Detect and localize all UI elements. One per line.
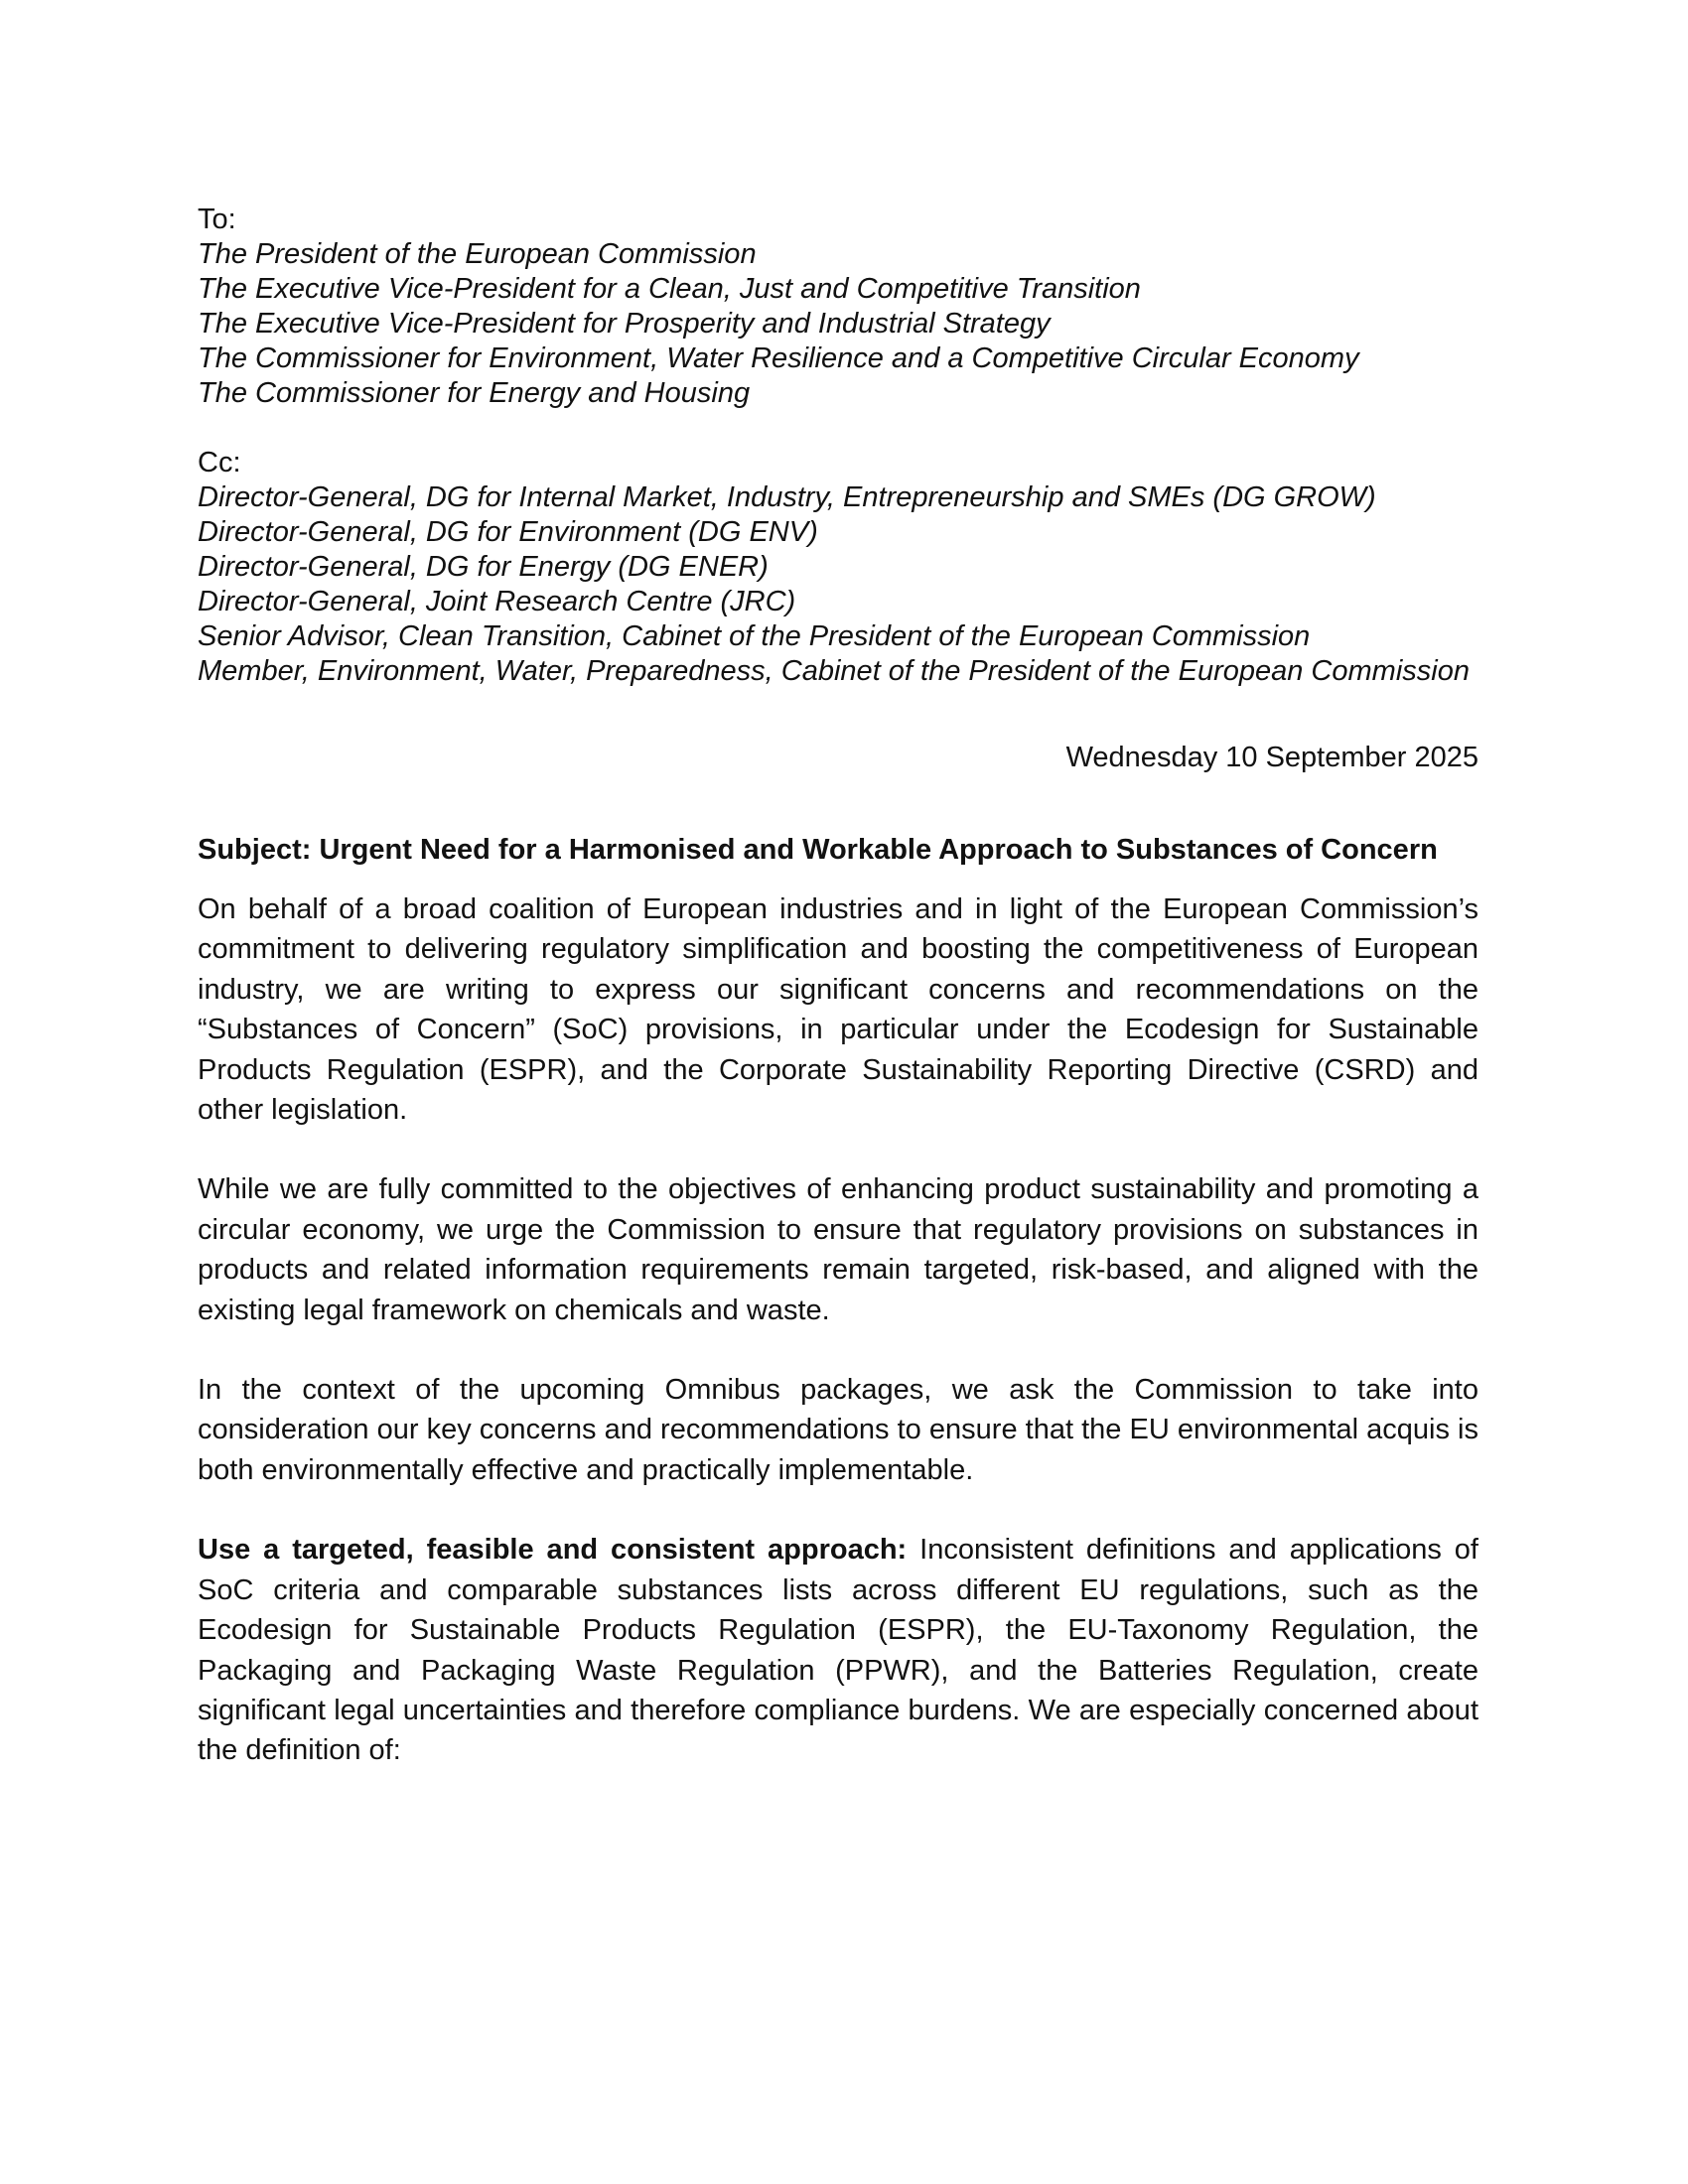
to-recipient: The Executive Vice-President for Prosperity and Industrial Strategy — [198, 308, 1051, 340]
to-recipient: The President of the European Commission — [198, 238, 757, 270]
paragraph-2: While we are fully committed to the objectives of enhancing product sustainability and promoting a circular economy, we urge the Commission to ensure that regulatory provisions on substances in products and related information requirements remain targeted, risk-based, and aligned with the existing legal framework on chemicals and waste. — [198, 1173, 1478, 1326]
paragraph-3: In the context of the upcoming Omnibus packages, we ask the Commission to take into consideration our key concerns and recommendations to ensure that the EU environmental acquis is both environmentally effective and practically implementable. — [198, 1374, 1478, 1486]
letter-date: Wednesday 10 September 2025 — [1065, 742, 1478, 773]
cc-recipient: Director-General, Joint Research Centre (JRC) — [198, 586, 796, 617]
to-recipient: The Executive Vice-President for a Clean, Just and Competitive Transition — [198, 273, 1141, 305]
paragraph-4-body: Inconsistent definitions and applications of SoC criteria and comparable substances lists across different EU regulations, such as the Ecodesign for Sustainable Products Regulation (ESPR), the EU-Taxonomy Regulation, the Packaging and Packaging Waste Regulation (PPWR), and the Batteries Regulation, create significant legal uncertainties and therefore compliance burdens. We are especially concerned about the definition of: — [198, 1534, 1478, 1767]
to-recipients-list — [198, 237, 1478, 411]
cc-recipient: Director-General, DG for Energy (DG ENER) — [198, 551, 769, 583]
to-label: To: — [198, 204, 236, 235]
to-recipient: The Commissioner for Energy and Housing — [198, 377, 751, 409]
cc-recipient: Director-General, DG for Internal Market, Industry, Entrepreneurship and SMEs (DG GROW) — [198, 481, 1376, 513]
cc-recipient: Member, Environment, Water, Preparedness, Cabinet of the President of the European Commission — [198, 655, 1470, 687]
to-recipient: The Commissioner for Environment, Water Resilience and a Competitive Circular Economy — [198, 342, 1359, 374]
letter-subject: Subject: Urgent Need for a Harmonised and Workable Approach to Substances of Concern — [198, 834, 1438, 866]
cc-recipient: Director-General, DG for Environment (DG ENV) — [198, 516, 818, 548]
cc-label: Cc: — [198, 447, 241, 478]
cc-recipient: Senior Advisor, Clean Transition, Cabinet of the President of the European Commission — [198, 620, 1311, 652]
letter-page — [198, 203, 1478, 1771]
cc-recipients-list — [198, 480, 1478, 689]
paragraph-1: On behalf of a broad coalition of European industries and in light of the European Commission’s commitment to delivering regulatory simplification and boosting the competitiveness of European industry, we are writing to express our significant concerns and recommendations on the “Substances of Concern” (SoC) provisions, in particular under the Ecodesign for Sustainable Products Regulation (ESPR), and the Corporate Sustainability Reporting Directive (CSRD) and other legislation. — [198, 893, 1478, 1127]
paragraph-4-heading: Use a targeted, feasible and consistent approach: — [198, 1534, 908, 1567]
paragraph-4 — [198, 1530, 1478, 1770]
